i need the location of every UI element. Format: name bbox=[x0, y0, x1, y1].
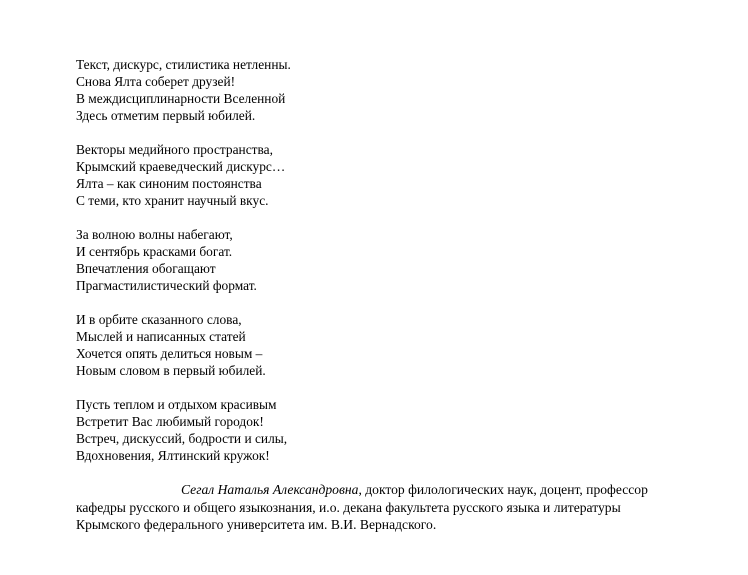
author-credentials: , доктор филологических наук, доцент, профессор bbox=[358, 482, 648, 497]
poem-line: Мыслей и написанных статей bbox=[76, 329, 246, 344]
poem-line: Вдохновения, Ялтинский кружок! bbox=[76, 448, 270, 463]
author-name: Сегал Наталья Александровна bbox=[181, 482, 359, 497]
poem-line: Встретит Вас любимый городок! bbox=[76, 414, 264, 429]
poem-line: С теми, кто хранит научный вкус. bbox=[76, 193, 269, 208]
poem-line: Хочется опять делиться новым – bbox=[76, 346, 263, 361]
poem-line: Снова Ялта соберет друзей! bbox=[76, 74, 236, 89]
stanza-4 bbox=[76, 311, 291, 379]
stanza-3 bbox=[76, 226, 291, 294]
stanza-5 bbox=[76, 396, 291, 464]
poem-line: Впечатления обогащают bbox=[76, 261, 216, 276]
poem bbox=[76, 56, 291, 481]
poem-line: За волною волны набегают, bbox=[76, 227, 233, 242]
author-line-2: кафедры русского и общего языкознания, и.о. декана факультета русского языка и литературы bbox=[76, 499, 621, 515]
stanza-2 bbox=[76, 141, 291, 209]
poem-line: Здесь отметим первый юбилей. bbox=[76, 108, 256, 123]
poem-line: Встреч, дискуссий, бодрости и силы, bbox=[76, 431, 288, 446]
poem-line: И в орбите сказанного слова, bbox=[76, 312, 242, 327]
poem-line: Ялта – как синоним постоянства bbox=[76, 176, 262, 191]
poem-line: Текст, дискурс, стилистика нетленны. bbox=[76, 57, 291, 72]
poem-line: Векторы медийного пространства, bbox=[76, 142, 273, 157]
author-signature bbox=[76, 481, 716, 534]
poem-line: Пусть теплом и отдыхом красивым bbox=[76, 397, 277, 412]
stanza-1 bbox=[76, 56, 291, 124]
poem-line: Прагмастилистический формат. bbox=[76, 278, 257, 293]
poem-line: Крымский краеведческий дискурс… bbox=[76, 159, 286, 174]
author-line-3: Крымского федерального университета им. В.И. Вернадского. bbox=[76, 517, 437, 532]
author-line-1 bbox=[76, 481, 716, 499]
poem-line: Новым словом в первый юбилей. bbox=[76, 363, 266, 378]
poem-line: И сентябрь красками богат. bbox=[76, 244, 233, 259]
poem-line: В междисциплинарности Вселенной bbox=[76, 91, 286, 106]
